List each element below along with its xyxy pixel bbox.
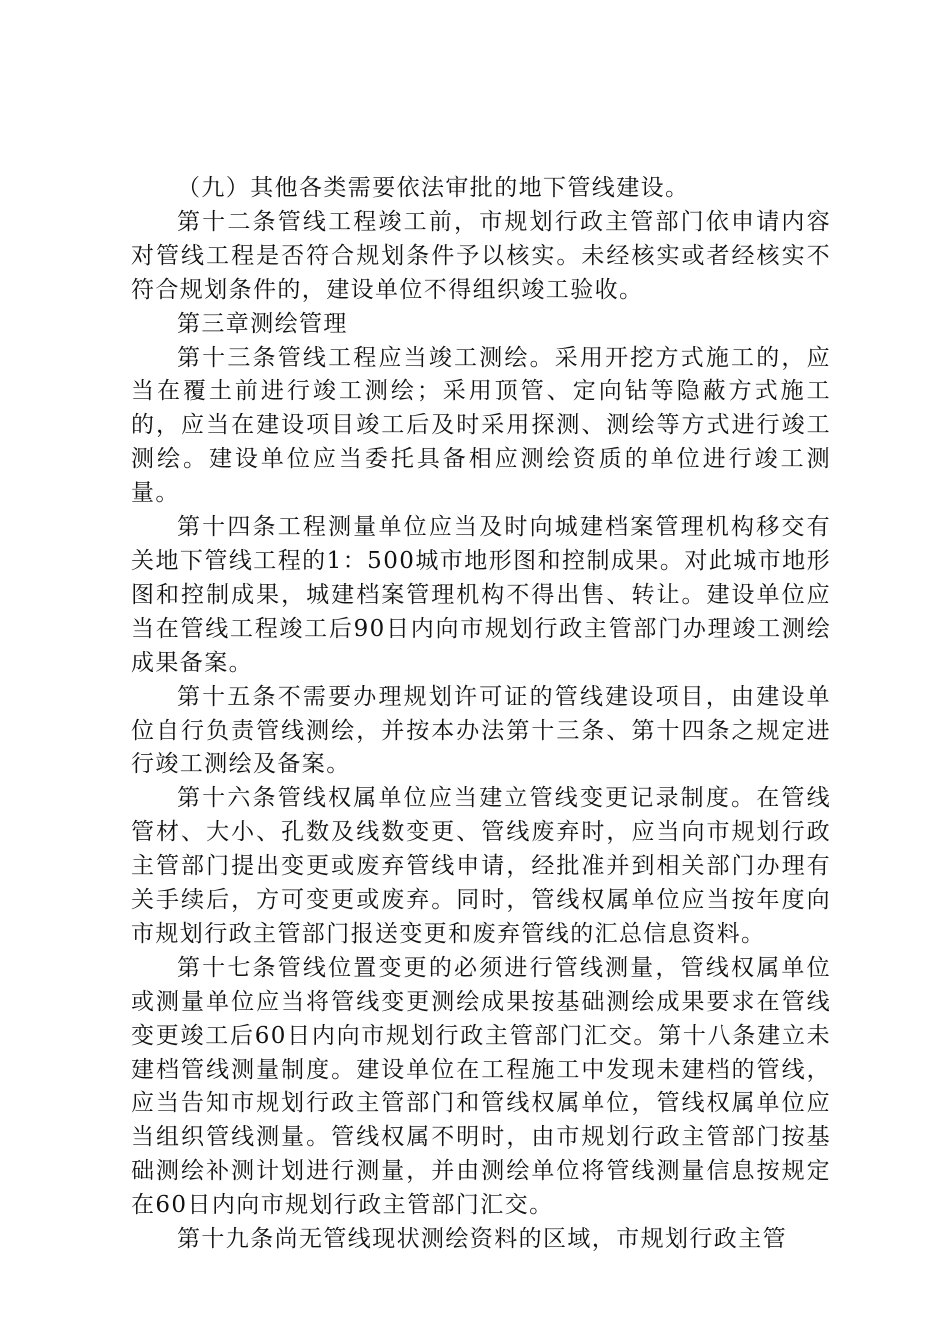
paragraph-article-17-18: 第十七条管线位置变更的必须进行管线测量，管线权属单位或测量单位应当将管线变更测绘成果按基础测绘成果要求在管线变更竣工后60日内向市规划行政主管部门汇交。第十八条建立未建档管线测量制度。建设单位在工程施工中发现未建档的管线，应当告知市规划行政主管部门和管线权属单位，管线权属单位应当组织管线测量。管线权属不明时，由市规划行政主管部门按基础测绘补测计划进行测量，并由测绘单位将管线测量信息按规定在60日内向市规划行政主管部门汇交。 <box>131 954 831 1219</box>
paragraph-article-16: 第十六条管线权属单位应当建立管线变更记录制度。在管线管材、大小、孔数及线数变更、管线废弃时，应当向市规划行政主管部门提出变更或废弃管线申请，经批准并到相关部门办理有关手续后，方可变更或废弃。同时，管线权属单位应当按年度向市规划行政主管部门报送变更和废弃管线的汇总信息资料。 <box>131 785 831 947</box>
paragraph-article-14: 第十四条工程测量单位应当及时向城建档案管理机构移交有关地下管线工程的1：500城市地形图和控制成果。对此城市地形图和控制成果，城建档案管理机构不得出售、转让。建设单位应当在管线工程竣工后90日内向市规划行政主管部门办理竣工测绘成果备案。 <box>131 514 831 676</box>
paragraph-article-12: 第十二条管线工程竣工前，市规划行政主管部门依申请内容对管线工程是否符合规划条件予以核实。未经核实或者经核实不符合规划条件的，建设单位不得组织竣工验收。 <box>131 208 831 303</box>
paragraph-item-9: （九）其他各类需要依法审批的地下管线建设。 <box>177 175 690 201</box>
paragraph-article-15: 第十五条不需要办理规划许可证的管线建设项目，由建设单位自行负责管线测绘，并按本办法第十三条、第十四条之规定进行竣工测绘及备案。 <box>131 683 831 778</box>
paragraph-article-19: 第十九条尚无管线现状测绘资料的区域，市规划行政主管 <box>177 1226 787 1253</box>
chapter-heading: 第三章测绘管理 <box>177 310 348 337</box>
paragraph-article-13: 第十三条管线工程应当竣工测绘。采用开挖方式施工的，应当在覆土前进行竣工测绘；采用顶管、定向钻等隐蔽方式施工的，应当在建设项目竣工后及时采用探测、测绘等方式进行竣工测绘。建设单位应当委托具备相应测绘资质的单位进行竣工测量。 <box>131 344 831 507</box>
document-body <box>131 172 831 1257</box>
